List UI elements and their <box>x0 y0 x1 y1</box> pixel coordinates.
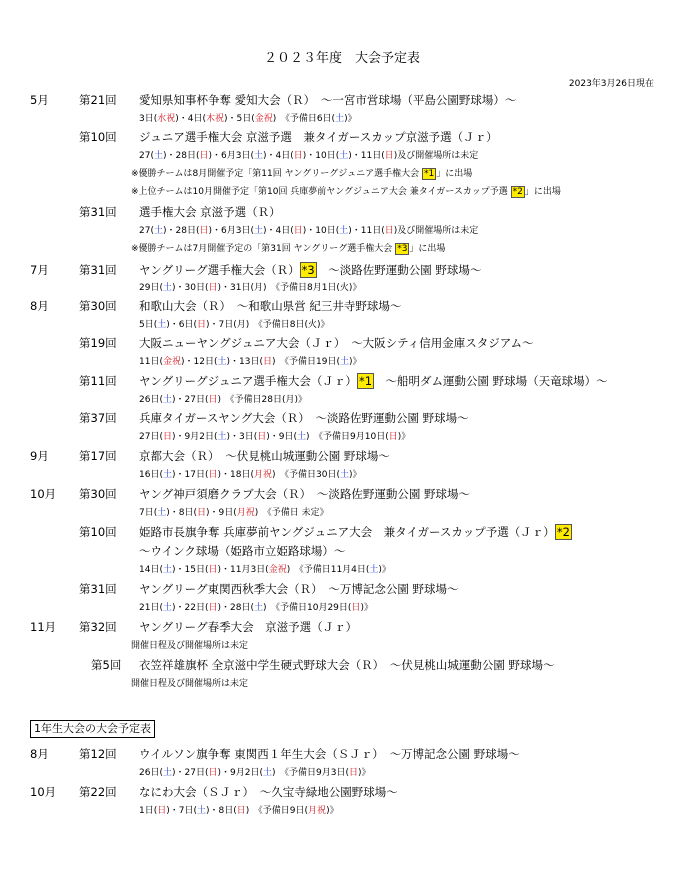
sunday-label: 日 <box>351 603 361 613</box>
date-text: )及び開催場所は未定 <box>393 151 479 161</box>
sunday-label: 日 <box>384 151 394 161</box>
month-label: 8月 <box>30 747 49 761</box>
date-text: )》 <box>378 565 391 575</box>
saturday-label: 土 <box>339 357 349 367</box>
saturday-label: 土 <box>335 114 345 124</box>
edition-number: 第30回 <box>79 299 117 313</box>
sunday-label: 日 <box>348 768 358 778</box>
reference-mark: *1 <box>424 169 435 179</box>
saturday-label: 土 <box>217 357 227 367</box>
venue: 〜和歌山県営 紀三井寺野球場〜 <box>236 299 402 313</box>
venue: 〜淡路佐野運動公園 野球場〜 <box>316 487 471 501</box>
venue: 〜ウインク球場（姫路市立姫路球場）〜 <box>139 544 346 558</box>
sunday-label: 日 <box>208 603 218 613</box>
holiday-label: 金祝 <box>268 565 287 575</box>
venue: 〜伏見桃山城運動公園 野球場〜 <box>225 449 390 463</box>
tournament-title <box>139 336 533 351</box>
tournament-name: 愛知県知事杯争奪 愛知大会（Ｒ） <box>139 93 310 107</box>
venue: 〜淡路佐野運動公園 野球場〜 <box>315 411 469 425</box>
date-text: )》 <box>326 806 339 816</box>
sunday-label: 日 <box>162 432 172 442</box>
tournament-name: 姫路市長旗争奪 兵庫夢前ヤングジュニア大会 兼タイガースカップ予選（Ｊｒ） <box>139 525 555 539</box>
date-text: ) 《予備日11月4日( <box>286 565 370 575</box>
holiday-label: 月祝 <box>236 508 255 518</box>
date-text: )・9日( <box>266 432 297 442</box>
date-text: )・11日( <box>348 226 385 236</box>
date-text: )》 <box>348 470 362 480</box>
date-text: )・11月3日( <box>217 565 269 575</box>
date-text: )及び開催場所は未定 <box>393 226 479 236</box>
date-text: 21日( <box>139 603 163 613</box>
month-label: 11月 <box>30 620 57 634</box>
saturday-label: 土 <box>217 432 227 442</box>
month-label: 8月 <box>30 299 49 313</box>
saturday-label: 土 <box>162 283 172 293</box>
as-of-date: 2023年3月26日現在 <box>568 79 654 89</box>
date-text: )》 <box>397 432 411 442</box>
date-text: )・28日( <box>162 226 200 236</box>
date-text: )・5日( <box>224 114 255 124</box>
date-text: 1日( <box>139 806 158 816</box>
date-text: ) <box>272 114 277 124</box>
edition-number: 第10回 <box>79 525 117 539</box>
saturday-label: 土 <box>339 470 349 480</box>
edition-number: 第21回 <box>79 93 117 107</box>
month-label: 9月 <box>30 449 49 463</box>
date-text: ) 《予備日9日( <box>245 806 309 816</box>
date-text: )・17日( <box>171 470 209 480</box>
reference-mark: *3 <box>397 244 408 254</box>
edition-number: 第31回 <box>79 582 117 596</box>
date-text: )》 <box>348 357 362 367</box>
month-label: 7月 <box>30 263 49 277</box>
sunday-label: 日 <box>199 226 209 236</box>
edition-number: 第17回 <box>79 449 117 463</box>
saturday-label: 土 <box>157 508 167 518</box>
tournament-name: ヤングリーグ東関西秋季大会（Ｒ） <box>139 582 317 596</box>
saturday-label: 土 <box>197 806 207 816</box>
date-text: ) 《予備日19日( <box>271 357 340 367</box>
edition-number: 第19回 <box>79 336 117 350</box>
edition-number: 第31回 <box>79 263 117 277</box>
date-text: )・31日(月) 《予備日8月1日(火)》 <box>217 283 362 293</box>
date-text: )・6日( <box>166 320 198 330</box>
date-text: 26日( <box>139 768 163 778</box>
sunday-label: 日 <box>208 395 218 405</box>
saturday-label: 土 <box>153 226 163 236</box>
date-text: 7日( <box>139 508 158 518</box>
note-text: 」に出場 <box>409 244 446 254</box>
tournament-title <box>139 582 459 597</box>
note-text: 開催日程及び開催場所は未定 <box>131 679 249 689</box>
holiday-label: 金祝 <box>162 357 181 367</box>
month-label: 10月 <box>30 785 57 799</box>
edition-number: 第11回 <box>79 374 117 388</box>
date-text: 27( <box>139 226 154 236</box>
reference-mark: *2 <box>512 187 523 197</box>
date-text: )・9月2日( <box>217 768 263 778</box>
reference-mark: *1 <box>358 374 373 388</box>
date-text: )・7日(月) 《予備日8日(火)》 <box>206 320 330 330</box>
edition-number: 第5回 <box>91 658 122 672</box>
sunday-label: 日 <box>208 565 218 575</box>
date-text: )・7日( <box>166 806 198 816</box>
date-text: 16日( <box>139 470 163 480</box>
edition-number: 第30回 <box>79 487 117 501</box>
date-text: 3日( <box>139 114 158 124</box>
month-label: 5月 <box>30 93 49 107</box>
date-text: )・9月2日( <box>171 432 218 442</box>
tournament-title <box>139 299 401 314</box>
date-text: )・6月3日( <box>208 226 254 236</box>
date-text: 26日( <box>139 395 163 405</box>
date-text: )・4日( <box>175 114 207 124</box>
tournament-title <box>139 487 470 502</box>
holiday-label: 月祝 <box>253 470 272 480</box>
venue: 〜一宮市営球場（平島公園野球場）〜 <box>320 93 517 107</box>
holiday-label: 月祝 <box>308 806 327 816</box>
date-text: )・11日( <box>348 151 385 161</box>
reference-mark: *2 <box>556 525 570 539</box>
tournament-title <box>139 525 572 540</box>
note-text: 」に出場 <box>524 187 561 197</box>
saturday-label: 土 <box>339 226 349 236</box>
holiday-label: 水祝 <box>157 114 176 124</box>
month-label: 10月 <box>30 487 57 501</box>
tournament-name: 選手権大会 京滋予選（Ｒ） <box>139 205 281 219</box>
sunday-label: 日 <box>388 432 398 442</box>
date-text: )・15日( <box>171 565 209 575</box>
tournament-title <box>139 93 516 108</box>
note-text: 開催日程及び開催場所は未定 <box>131 641 249 651</box>
saturday-label: 土 <box>162 768 172 778</box>
edition-number: 第12回 <box>79 747 117 761</box>
date-text: )・8日( <box>206 806 237 816</box>
date-text: )・27日( <box>171 768 209 778</box>
holiday-label: 金祝 <box>254 114 273 124</box>
date-text: ) 《予備日 未定》 <box>254 508 329 518</box>
tournament-name: ヤングリーグ春季大会 京滋予選（Ｊｒ） <box>139 620 358 634</box>
date-text: )・28日( <box>217 603 254 613</box>
tournament-name: なにわ大会（ＳＪｒ） <box>139 785 249 799</box>
date-text: ) 《予備日30日( <box>271 470 340 480</box>
venue: 〜久宝寺緑地公園野球場〜 <box>259 785 398 799</box>
date-text: )》 <box>357 768 371 778</box>
saturday-label: 土 <box>369 565 379 575</box>
date-text: 27日( <box>139 432 163 442</box>
saturday-label: 土 <box>253 151 263 161</box>
tournament-title <box>139 449 390 464</box>
date-text: )・3日( <box>226 432 258 442</box>
saturday-label: 土 <box>162 395 172 405</box>
date-text: 29日( <box>139 283 163 293</box>
tournament-name: 兵庫タイガースヤング大会（Ｒ） <box>139 411 305 425</box>
tournament-title <box>139 658 555 673</box>
tournament-name: ウイルソン旗争奪 東関西１年生大会（ＳＪｒ） <box>139 747 379 761</box>
saturday-label: 土 <box>157 320 167 330</box>
tournament-title <box>139 785 398 800</box>
date-text: ) 《予備日28日(月)》 <box>217 395 307 405</box>
date-text: )》 <box>360 603 373 613</box>
date-text: )・30日( <box>171 283 209 293</box>
date-text: )・12日( <box>180 357 218 367</box>
tournament-name: 衣笠祥雄旗杯 全京滋中学生硬式野球大会（Ｒ） <box>139 658 379 672</box>
edition-number: 第31回 <box>79 205 117 219</box>
sunday-label: 日 <box>236 806 246 816</box>
date-text: )・8日( <box>166 508 198 518</box>
date-text: ) 《予備日9月3日( <box>271 768 349 778</box>
saturday-label: 土 <box>339 151 349 161</box>
reserve-day: 《予備日6日( <box>285 114 336 124</box>
note-text: 」に出場 <box>436 169 473 179</box>
sunday-label: 日 <box>293 151 303 161</box>
tournament-title <box>139 374 608 389</box>
date-text: 11日( <box>139 357 163 367</box>
date-text: )・28日( <box>162 151 200 161</box>
tournament-name: ヤングリーグジュニア選手権大会（Ｊｒ） <box>139 374 357 388</box>
date-text: )・4日( <box>262 151 294 161</box>
tournament-title <box>139 263 481 278</box>
saturday-label: 土 <box>162 470 172 480</box>
sunday-label: 日 <box>208 470 218 480</box>
tournament-title <box>139 411 469 426</box>
page-title: ２０２３年度 大会予定表 <box>263 51 420 66</box>
note-text: ※優勝チームは7月開催予定の「第31回 ヤングリーグ選手権大会 <box>131 244 396 254</box>
edition-number: 第32回 <box>79 620 117 634</box>
date-text: ) 《予備日10月29日( <box>262 603 352 613</box>
sunday-label: 日 <box>157 806 167 816</box>
tournament-name: ヤング神戸須磨クラブ大会（Ｒ） <box>139 487 306 501</box>
saturday-label: 土 <box>162 603 172 613</box>
edition-number: 第10回 <box>79 130 117 144</box>
sunday-label: 日 <box>262 357 272 367</box>
date-text: 27( <box>139 151 154 161</box>
date-text: )・10日( <box>302 226 340 236</box>
sunday-label: 日 <box>197 320 207 330</box>
sunday-label: 日 <box>199 151 209 161</box>
saturday-label: 土 <box>297 432 307 442</box>
date-text: )・13日( <box>226 357 263 367</box>
note-text: ※上位チームは10月開催予定「第10回 兵庫夢前ヤングジュニア大会 兼タイガースカップ予選 <box>131 187 511 197</box>
sunday-label: 日 <box>197 508 207 518</box>
date-text: )・27日( <box>171 395 209 405</box>
venue: 〜万博記念公園 野球場〜 <box>328 582 459 596</box>
tournament-name: ジュニア選手権大会 京滋予選 兼タイガースカップ京滋予選（Ｊｒ） <box>139 130 498 144</box>
saturday-label: 土 <box>153 151 163 161</box>
venue: 〜万博記念公園 野球場〜 <box>389 747 520 761</box>
reference-mark: *3 <box>301 263 315 277</box>
saturday-label: 土 <box>253 226 263 236</box>
date-text: )・6月3日( <box>208 151 254 161</box>
date-text: )・9日( <box>206 508 237 518</box>
tournament-name: 大阪ニューヤングジュニア大会（Ｊｒ） <box>139 336 340 350</box>
sunday-label: 日 <box>208 283 218 293</box>
date-text: )・18日( <box>217 470 254 480</box>
saturday-label: 土 <box>162 565 172 575</box>
sunday-label: 日 <box>257 432 267 442</box>
date-text: )・22日( <box>171 603 209 613</box>
sunday-label: 日 <box>208 768 218 778</box>
reserve-day: )》 <box>344 114 357 124</box>
date-text: 14日( <box>139 565 163 575</box>
date-text: ) 《予備日9月10日( <box>306 432 389 442</box>
tournament-title <box>139 747 520 762</box>
sunday-label: 日 <box>384 226 394 236</box>
saturday-label: 土 <box>262 768 272 778</box>
date-text: )・4日( <box>262 226 294 236</box>
venue: 〜淡路佐野運動公園 野球場〜 <box>328 263 482 277</box>
note-text: ※優勝チームは8月開催予定「第11回 ヤングリーグジュニア選手権大会 <box>131 169 422 179</box>
tournament-name: 和歌山大会（Ｒ） <box>139 299 226 313</box>
date-text: )・10日( <box>302 151 340 161</box>
date-text: 5日( <box>139 320 158 330</box>
section-heading: 1年生大会の大会予定表 <box>30 720 155 738</box>
tournament-name: ヤングリーグ選手権大会（Ｒ） <box>139 263 300 277</box>
sunday-label: 日 <box>293 226 303 236</box>
saturday-label: 土 <box>253 603 263 613</box>
tournament-name: 京都大会（Ｒ） <box>139 449 214 463</box>
edition-number: 第37回 <box>79 411 117 425</box>
venue: 〜伏見桃山城運動公園 野球場〜 <box>389 658 555 672</box>
venue: 〜大阪シティ信用金庫スタジアム〜 <box>351 336 534 350</box>
edition-number: 第22回 <box>79 785 117 799</box>
venue: 〜船明ダム運動公園 野球場（天竜球場）〜 <box>385 374 608 388</box>
holiday-label: 木祝 <box>206 114 225 124</box>
